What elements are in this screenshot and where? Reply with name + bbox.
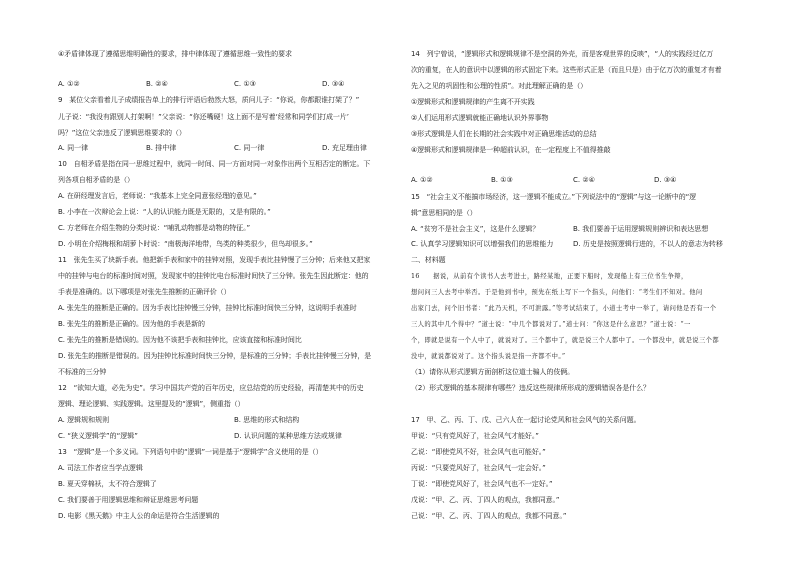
q8-option-a[interactable]: A. ①② <box>58 80 80 88</box>
q10-option-c[interactable]: C. 方老师在介绍生物的分类时说：“哺乳动物都是动物的特征。” <box>58 224 250 232</box>
q9-option-a[interactable]: A. 同一律 <box>58 144 89 152</box>
q9-option-d[interactable]: D. 充足理由律 <box>322 144 367 152</box>
q11-line: 中的挂钟与电台的标准时间对照，发现家中的挂钟比电台标准时间快了三分钟。张先生因此断定：他的 <box>58 272 369 280</box>
q17-statement-yi: 乙说：“即使党风不好，社会风气也可能好。” <box>411 448 546 456</box>
q15-option-a[interactable]: A. “贫穷不是社会主义”，这是什么逻辑？ <box>411 225 540 233</box>
q11-option-c[interactable]: C. 张先生的推断是错误的。因为他不该把手表和挂钟比，应该直接和标准时间比 <box>58 336 302 344</box>
q13-option-b[interactable]: B. 夏天穿棉袄，太不符合逻辑了 <box>58 480 157 488</box>
q10-line: 10 自相矛盾是指在同一思维过程中，就同一时间、同一方面对同一对象作出两个互相否定的断定。下 <box>58 160 371 168</box>
q16-line: 个，即就是说有一个人中了，就说对了。三个都中了，就是说三个人都中了。一个都没中，就是说三个都 <box>411 337 720 344</box>
q14-statement-4: ④逻辑形式和逻辑规律是一种超前认识，在一定程度上不值得推敲 <box>411 146 611 154</box>
q11-option-d[interactable]: D. 张先生的推断是错误的。因为挂钟比标准时间快三分钟，是标准的三分钟；手表比挂钟慢三分钟，是 <box>58 352 372 360</box>
q10-option-b[interactable]: B. 小李在一次辩论会上说：“人的认识能力既是无限的，又是有限的。” <box>58 208 271 216</box>
q17-line: 17 甲、乙、丙、丁、戊、己六人在一起讨论党风和社会风气的关系问题。 <box>411 416 641 424</box>
q8-option-b[interactable]: B. ②④ <box>146 80 168 88</box>
q16-line: 出家门去，问个旧书者：“此乃天机，不可泄露。”等考试结束了，小道士考中一举了，请问他是否有一个 <box>411 305 717 312</box>
q12-option-a[interactable]: A. 逻辑规和规则 <box>58 416 110 424</box>
q14-line: 14 列宁曾说，“逻辑形式和逻辑规律不是空洞的外壳，而是客观世界的反映”，“人的实践经过亿万 <box>411 50 714 58</box>
q9-line: 吗？”这位父亲违反了逻辑思维要求的（） <box>58 129 186 137</box>
q11-option-a[interactable]: A. 张先生的推断是正确的。因为手表比挂钟慢三分钟，挂钟比标准时间快三分钟，这说明手表准时 <box>58 304 357 312</box>
q17-statement-ji: 己说：“甲、乙、丙、丁四人的观点，我都不同意。” <box>411 512 567 520</box>
q12-option-c[interactable]: C. “狭义逻辑学”的“逻辑” <box>58 432 138 440</box>
q17-statement-wu: 戊说：“甲、乙、丙、丁四人的观点，我都同意。” <box>411 496 560 504</box>
q14-statement-2: ②人们运用形式逻辑就能正确地认识外界事物 <box>411 114 549 122</box>
q10-option-a[interactable]: A. 在研经理发言后，老师说：“我基本上完全同意张经理的意见。” <box>58 192 257 200</box>
q16-subquestion-2: （2）形式逻辑的基本规律有哪些？违反这些规律所形成的逻辑错误各是什么？ <box>411 384 650 392</box>
q16-line: 想问问三人去考中举否。于是他到书中，预先在纸上写下一个指头，问他们：“考生们不知对。他问 <box>411 289 703 296</box>
q9-option-b[interactable]: B. 排中律 <box>146 144 177 152</box>
q11-option-b[interactable]: B. 张先生的推断是正确的。因为他的手表是新的 <box>58 320 205 328</box>
q9-option-c[interactable]: C. 同一律 <box>234 144 265 152</box>
q14-line: 先入之见的巩固性和公理的性质”。对此理解正确的是（） <box>411 82 588 90</box>
q15-line: 辑”意思相同的是（） <box>411 209 477 217</box>
q11-line: 11 张先生买了块新手表。他把新手表和家中的挂钟对照，发现手表比挂钟慢了三分钟；后来他又把家 <box>58 256 371 264</box>
q11-option-d-cont: 不标准的三分钟 <box>58 368 107 376</box>
q14-statement-1: ①逻辑形式和逻辑规律的产生离不开实践 <box>411 98 535 106</box>
q14-statement-3: ③形式逻辑是人们在长期的社会实践中对正确思维活动的总结 <box>411 130 597 138</box>
section-title: 二、材料题 <box>411 256 446 264</box>
q9-line: 儿子说：“我没有跟别人打架啊！”父亲说：“你还嘴硬！这上面不是写着‘经常和同学们打成一片’ <box>58 113 349 121</box>
q17-statement-bing: 丙说：“只要党风好了，社会风气一定会好。” <box>411 464 546 472</box>
q8-option-d[interactable]: D. ③④ <box>322 80 345 88</box>
q10-option-d[interactable]: D. 小明在介绍梅根和胡萝卜时说：“南极海洋地带，鸟类的种类很少，但鸟却很多。” <box>58 240 313 248</box>
q12-line: 逻辑、理论逻辑、实践逻辑。这里提及的“逻辑”，侧重指（） <box>58 400 245 408</box>
q9-line: 9 某位父亲看着儿子成绩报告单上的排行评语后勃然大怒，质问儿子：“你说，你都跟谁打架了？” <box>58 96 360 104</box>
q15-option-b[interactable]: B. 我们要善于运用逻辑规则辨识和表达思想 <box>573 225 709 233</box>
q15-line: 15 “社会主义不能搞市场经济，这一逻辑不能成立。”下列说法中的“逻辑”与这一论断中的“逻 <box>411 193 697 201</box>
q14-option-a[interactable]: A. ①② <box>411 176 433 184</box>
q12-option-b[interactable]: B. 思维的形式和结构 <box>234 416 300 424</box>
q14-option-c[interactable]: C. ②④ <box>573 176 595 184</box>
q11-line: 手表是准确的。以下哪项是对张先生推断的正确评价（） <box>58 288 231 296</box>
q14-option-b[interactable]: B. ①③ <box>491 176 513 184</box>
q14-option-d[interactable]: D. ③④ <box>654 176 677 184</box>
q17-statement-ding: 丁说：“即使党风好了，社会风气也不一定好。” <box>411 480 553 488</box>
q13-option-c[interactable]: C. 我们要善于用逻辑思维和辩证思维思考问题 <box>58 496 199 504</box>
q14-line: 次的重复，在人的意识中以逻辑的形式固定下来。这些形式正是（而且只是）由于亿万次的重复才有着 <box>411 66 722 74</box>
q16-line: 没中，就说都说对了。这个指头说是指一齐都不中。” <box>411 353 566 360</box>
q16-line: 16 据说，从前有个读书人去考进士，路经某地，正要下船时，发现船上有三位书生争辩， <box>411 273 688 280</box>
q8-statement-4: ④矛盾律体现了遵循思维明确性的要求，排中律体现了遵循思维一致性的要求 <box>58 50 292 58</box>
q13-option-a[interactable]: A. 司法工作者应当学点逻辑 <box>58 464 143 472</box>
q15-option-d[interactable]: D. 历史是按照逻辑行进的，不以人的意志为转移 <box>573 240 723 248</box>
q12-line: 12 “欲知大道，必先为史”。学习中国共产党的百年历史，应总结党的历史经验，再清楚其中的历史 <box>58 384 364 392</box>
q8-option-c[interactable]: C. ①③ <box>234 80 256 88</box>
q15-option-c[interactable]: C. 认真学习逻辑知识可以增强我们的思维能力 <box>411 240 554 248</box>
q12-option-d[interactable]: D. 认识问题的某种思维方法或规律 <box>234 432 342 440</box>
q10-line: 列各项自相矛盾的是（） <box>58 176 134 184</box>
q16-line: 三人的其中几个得中？”道士说：“中几个都说对了。”道士问：“你这是什么意思？”道士说：“一 <box>411 321 691 328</box>
q16-subquestion-1: （1）请你从形式逻辑方面剖析这位道士骗人的伎俩。 <box>411 368 575 376</box>
q17-statement-jia: 甲说：“只有党风好了，社会风气才能好。” <box>411 432 539 440</box>
q13-option-d[interactable]: D. 电影《黑天鹅》中主人公的命运是符合生活逻辑的 <box>58 512 220 520</box>
q13-line: 13 “逻辑”是一个多义词。下列语句中的“逻辑”一词是基于“逻辑学”含义使用的是（） <box>58 448 323 456</box>
